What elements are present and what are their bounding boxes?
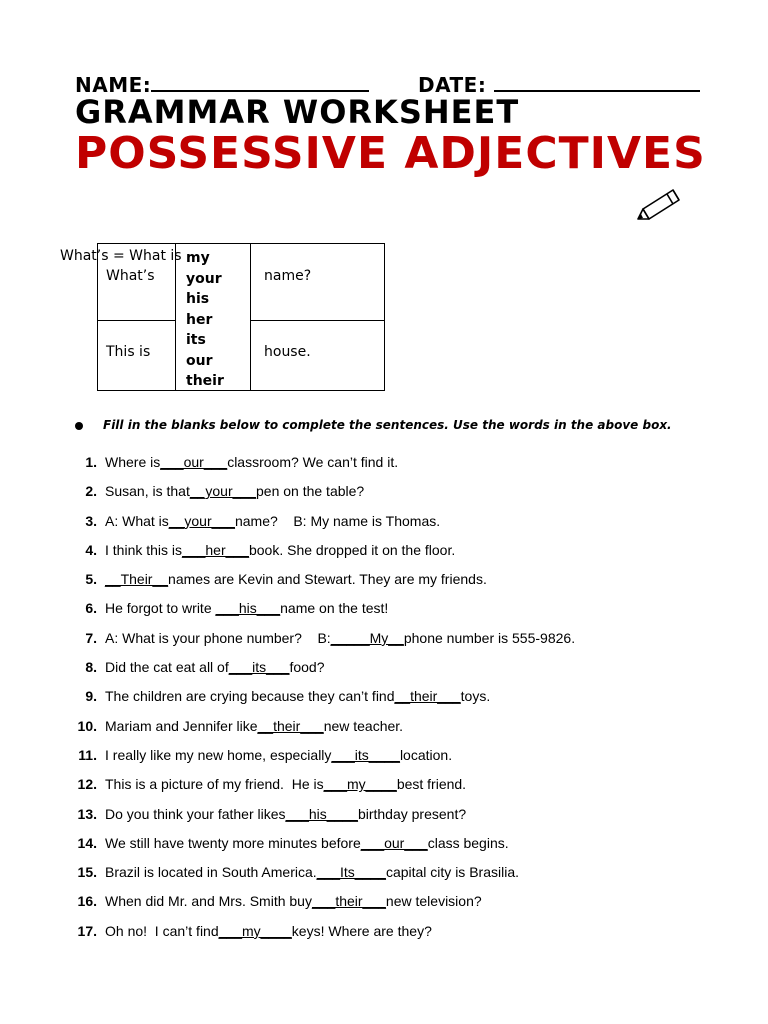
sentence-before: A: What is your phone number? B: (105, 629, 331, 646)
sentence-before: We still have twenty more minutes before (105, 834, 361, 851)
exercise-item (70, 659, 750, 688)
box-row2-start: This is (106, 344, 151, 360)
item-number: 15. (77, 864, 97, 881)
sentence-after: keys! Where are they? (291, 922, 432, 939)
exercise-item (70, 718, 750, 747)
item-number: 1. (85, 454, 97, 470)
item-number: 8. (85, 659, 97, 676)
sentence-before: A: What is (105, 512, 169, 529)
answer-blank[interactable]: __their___ (394, 688, 461, 705)
worksheet-title: GRAMMAR WORKSHEET (75, 93, 520, 131)
box-row1-start: What’s (106, 268, 155, 284)
worksheet-topic: POSSESSIVE ADJECTIVES (75, 128, 706, 179)
box-divider (175, 244, 176, 390)
sentence-before: When did Mr. and Mrs. Smith buy (105, 893, 312, 910)
sentence-after: location. (399, 746, 453, 763)
sentence-before: This is a picture of my friend. He is (105, 776, 324, 793)
word-box (97, 243, 385, 391)
exercise-item (70, 483, 750, 512)
item-number: 14. (77, 834, 97, 851)
item-number: 4. (85, 541, 97, 558)
box-row2-end: house. (264, 344, 311, 360)
pronoun: your (186, 270, 222, 287)
exercise-item (70, 454, 750, 483)
answer-blank[interactable]: ___my____ (323, 776, 397, 793)
pronoun: their (186, 373, 224, 389)
item-number: 6. (85, 600, 97, 617)
sentence-before: The children are crying because they can’t find (105, 688, 395, 705)
answer-blank[interactable]: __Their__ (105, 571, 169, 588)
contraction-note: What’s = What is (60, 248, 182, 264)
item-number: 9. (85, 688, 97, 705)
exercise-item (70, 864, 750, 893)
exercise-item (70, 688, 750, 717)
sentence-after: phone number is 555-9826. (403, 629, 576, 646)
sentence-after: capital city is Brasilia. (385, 864, 519, 881)
answer-blank[interactable]: __your___ (168, 512, 235, 529)
item-number: 16. (77, 893, 97, 910)
answer-blank[interactable]: _____My__ (330, 629, 404, 646)
item-number: 17. (77, 922, 97, 939)
sentence-before: I really like my new home, especially (105, 746, 332, 763)
answer-blank[interactable]: ___their___ (311, 893, 386, 910)
sentence-before: Did the cat eat all of (105, 659, 229, 676)
sentence-before: Mariam and Jennifer like (105, 717, 258, 734)
item-number: 11. (78, 746, 97, 763)
sentence-after: pen on the table? (256, 483, 365, 500)
exercise-item (70, 747, 750, 776)
item-number: 12. (77, 776, 97, 793)
answer-blank[interactable]: ___his___ (215, 600, 281, 617)
sentence-before: I think this is (105, 541, 183, 558)
bullet-icon (75, 422, 83, 430)
sentence-after: toys. (460, 688, 491, 705)
answer-blank[interactable]: ___its____ (331, 746, 400, 763)
sentence-before: Brazil is located in South America. (105, 864, 317, 881)
instructions-text: Fill in the blanks below to complete the sentences. Use the words in the above box. (103, 418, 672, 432)
sentence-after: name on the test! (280, 600, 389, 617)
name-label: NAME: (75, 73, 152, 97)
answer-blank[interactable]: ___his____ (285, 805, 358, 822)
pronoun: my (186, 250, 210, 266)
pronoun-list (186, 248, 246, 392)
box-divider (98, 320, 175, 321)
sentence-after: best friend. (396, 776, 467, 793)
sentence-before: Do you think your father likes (105, 805, 286, 822)
answer-blank[interactable]: ___our___ (360, 834, 428, 851)
name-line[interactable] (151, 72, 369, 92)
box-divider (250, 320, 384, 321)
exercise-item (70, 923, 750, 952)
sentence-before: Where is (105, 454, 161, 470)
exercise-item (70, 835, 750, 864)
answer-blank[interactable]: __your___ (189, 483, 256, 500)
answer-blank[interactable]: ___our___ (160, 454, 228, 470)
answer-blank[interactable]: ___its___ (228, 659, 290, 676)
answer-blank[interactable]: ___Its____ (316, 864, 386, 881)
item-number: 13. (77, 805, 97, 822)
answer-blank[interactable]: ___her___ (182, 541, 249, 558)
exercise-item (70, 542, 750, 571)
sentence-after: classroom? We can’t find it. (227, 454, 399, 470)
date-label: DATE: (418, 73, 487, 97)
exercise-item (70, 893, 750, 922)
exercise-item (70, 776, 750, 805)
exercise-item (70, 806, 750, 835)
instructions (75, 418, 672, 432)
sentence-after: birthday present? (357, 805, 467, 822)
sentence-after: book. She dropped it on the floor. (248, 541, 456, 558)
pronoun: her (186, 311, 213, 328)
sentence-before: He forgot to write (105, 600, 216, 617)
box-row1-end: name? (264, 268, 312, 284)
item-number: 5. (85, 571, 97, 588)
answer-blank[interactable]: __their___ (257, 717, 324, 734)
pencil-icon (635, 183, 687, 223)
exercise-item (70, 630, 750, 659)
pronoun: our (186, 352, 213, 369)
item-number: 10. (77, 717, 97, 734)
sentence-before: Oh no! I can’t find (105, 922, 219, 939)
sentence-after: names are Kevin and Stewart. They are my friends. (168, 571, 487, 588)
date-line[interactable] (494, 72, 700, 92)
sentence-after: name? B: My name is Thomas. (234, 512, 441, 529)
exercise-list (70, 454, 750, 952)
answer-blank[interactable]: ___my____ (218, 922, 292, 939)
exercise-item (70, 571, 750, 600)
item-number: 3. (85, 512, 97, 529)
sentence-before: Susan, is that (105, 483, 190, 500)
item-number: 2. (85, 483, 97, 500)
item-number: 7. (85, 629, 97, 646)
sentence-after: new television? (385, 893, 482, 910)
sentence-after: new teacher. (323, 717, 404, 734)
exercise-item (70, 600, 750, 629)
box-divider (250, 244, 251, 390)
pronoun: his (186, 291, 210, 307)
sentence-after: class begins. (427, 834, 509, 851)
pronoun: its (186, 332, 206, 348)
sentence-after: food? (289, 659, 325, 676)
exercise-item (70, 513, 750, 542)
